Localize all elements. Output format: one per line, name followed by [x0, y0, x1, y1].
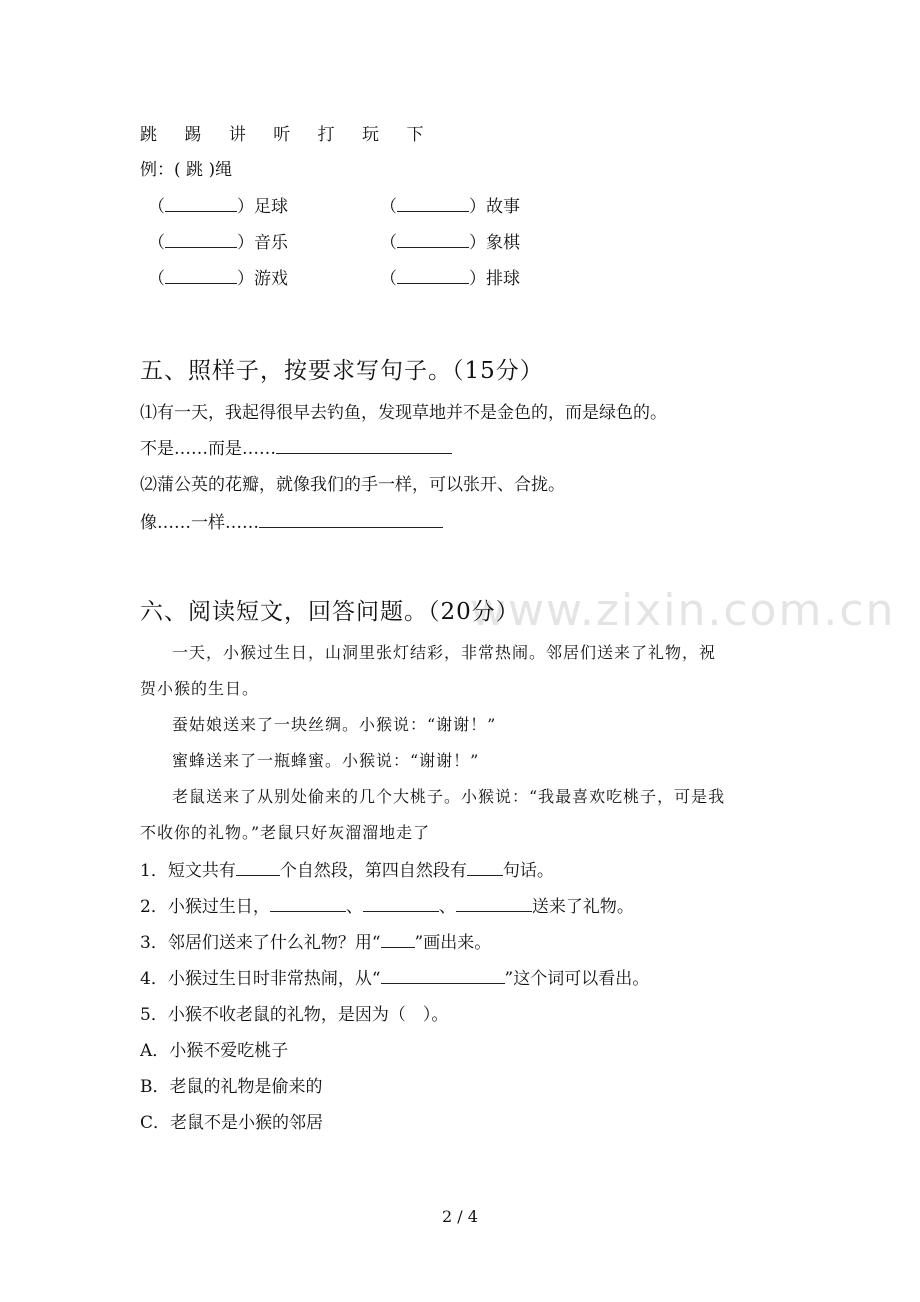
question-4 — [140, 964, 649, 989]
story-line: 蜜蜂送来了一瓶蜂蜜。小猴说：“谢谢！” — [172, 751, 480, 770]
pair-word: 排球 — [486, 269, 520, 289]
answer-blank[interactable] — [270, 895, 346, 912]
answer-blank[interactable] — [456, 895, 532, 912]
answer-blank[interactable] — [165, 269, 237, 284]
section6-title: 六、阅读短文，回答问题。（20分） — [140, 599, 520, 625]
verb-word: 听 — [273, 125, 291, 145]
answer-blank[interactable] — [381, 931, 415, 948]
question-text: 句话。 — [502, 861, 554, 881]
answer-blank[interactable] — [397, 269, 469, 284]
question-3 — [140, 928, 491, 953]
watermark: www.zixin.com.cn — [470, 585, 896, 636]
question-text: 送来了礼物。 — [531, 897, 634, 917]
answer-blank[interactable] — [236, 859, 280, 876]
story-line: 一天，小猴过生日，山洞里张灯结彩，非常热闹。邻居们送来了礼物，祝 — [172, 643, 717, 662]
question-text: 个自然段，第四自然段有 — [279, 861, 467, 881]
section5-title: 五、照样子，按要求写句子。（15分） — [140, 358, 544, 384]
answer-line[interactable] — [259, 511, 443, 528]
question-text: 3．邻居们送来了什么礼物？用“ — [140, 933, 381, 953]
question-2 — [140, 892, 634, 917]
verb-word: 跳 — [140, 125, 157, 145]
question-text: 4．小猴过生日时非常热闹，从“ — [140, 969, 381, 989]
story-line: 老鼠送来了从别处偷来的几个大桃子。小猴说：“我最喜欢吃桃子，可是我 — [172, 787, 726, 806]
section5-q2: ⑵蒲公英的花瓣，就像我们的手一样，可以张开、合拢。 — [140, 475, 565, 495]
story-line: 贺小猴的生日。 — [140, 679, 260, 698]
story-line: 蚕姑娘送来了一块丝绸。小猴说：“谢谢！” — [172, 715, 497, 734]
question-5: 5．小猴不收老鼠的礼物，是因为（ ）。 — [140, 1005, 449, 1025]
option-b[interactable]: B．老鼠的礼物是偷来的 — [140, 1077, 323, 1097]
option-c[interactable]: C．老鼠不是小猴的邻居 — [140, 1113, 324, 1133]
verb-word: 打 — [317, 125, 335, 145]
pair-word: 游戏 — [254, 269, 288, 289]
section5-q1-answer — [140, 434, 452, 459]
example-line: 例：( 跳 )绳 — [140, 160, 233, 180]
section5-q2-answer — [140, 508, 443, 533]
option-a[interactable]: A．小猴不爱吃桃子 — [140, 1041, 289, 1061]
fill-pair-right: （ ）象棋 — [380, 233, 520, 253]
question-text: ”画出来。 — [414, 933, 492, 953]
page-number: 2 / 4 — [442, 1207, 478, 1226]
verb-word: 讲 — [228, 125, 246, 145]
answer-blank[interactable] — [397, 233, 469, 248]
pair-word: 故事 — [486, 197, 520, 217]
answer-blank[interactable] — [381, 967, 505, 984]
verb-word-bank — [140, 120, 445, 145]
verb-word: 踢 — [184, 125, 202, 145]
question-text: ”这个词可以看出。 — [504, 969, 650, 989]
question-1 — [140, 856, 554, 881]
separator: 、 — [345, 897, 363, 917]
story-line: 不收你的礼物。”老鼠只好灰溜溜地走了 — [140, 823, 431, 842]
fill-pair-right: （ ）故事 — [380, 197, 520, 217]
separator: 、 — [438, 897, 456, 917]
question-text: 1．短文共有 — [140, 861, 236, 881]
answer-blank[interactable] — [363, 895, 439, 912]
fill-pair-left: （ ）游戏 — [148, 269, 288, 289]
fill-pair-right: （ ）排球 — [380, 269, 520, 289]
pair-word: 音乐 — [254, 233, 288, 253]
verb-word: 下 — [406, 125, 424, 145]
fill-pair-left: （ ）足球 — [148, 197, 288, 217]
pair-word: 象棋 — [486, 233, 520, 253]
answer-blank[interactable] — [165, 197, 237, 212]
fill-pair-left: （ ）音乐 — [148, 233, 288, 253]
answer-blank[interactable] — [397, 197, 469, 212]
pattern-text: 像……一样…… — [140, 513, 259, 533]
answer-blank[interactable] — [165, 233, 237, 248]
answer-blank[interactable] — [467, 859, 503, 876]
section5-q1: ⑴有一天，我起得很早去钓鱼，发现草地并不是金色的，而是绿色的。 — [140, 403, 667, 423]
verb-word: 玩 — [362, 125, 380, 145]
question-text: 2．小猴过生日， — [140, 897, 270, 917]
pattern-text: 不是……而是…… — [140, 439, 276, 459]
answer-line[interactable] — [276, 437, 452, 454]
pair-word: 足球 — [254, 197, 288, 217]
